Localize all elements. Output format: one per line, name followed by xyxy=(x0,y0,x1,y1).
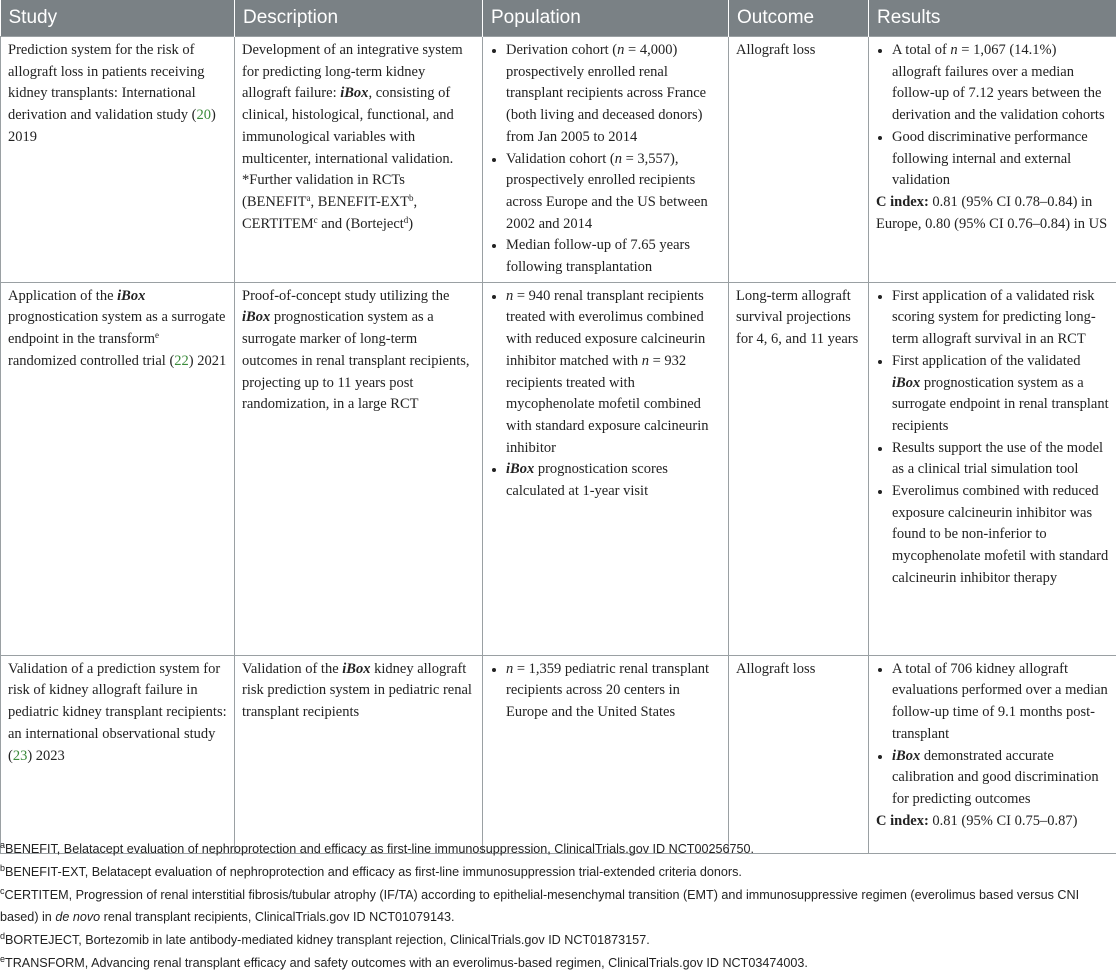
header-row xyxy=(1,0,1116,37)
results-cell xyxy=(869,282,1116,655)
study-cell: Validation of a prediction system for risk of kidney allograft failure in pediatric kidney transplant recipients: an international observational study (23) 2023 xyxy=(1,655,235,853)
footnote-b: $^b$BENEFIT-EXT, Belatacept evaluation of nephroprotection and efficacy as first-line immunosuppression trial-extended criteria donors. xyxy=(0,862,742,879)
outcome-cell: Allograft loss xyxy=(729,655,869,853)
citation-link[interactable]: 20 xyxy=(196,107,211,124)
list-item: • iBox demonstrated accurate calibration and good discrimination for predicting outcomes xyxy=(892,746,1109,811)
footnote-e: $^e$TRANSFORM, Advancing renal transplant efficacy and safety outcomes with an everolimus-based regimen, ClinicalTrials.gov ID NCT03474003. xyxy=(0,953,808,970)
outcome-cell: Allograft loss xyxy=(729,37,869,283)
study-cell: Prediction system for the risk of allograft loss in patients receiving kidney transplants: International derivation and validation study (20) 2019 xyxy=(1,37,235,283)
header-outcome: Outcome xyxy=(729,0,869,37)
header-population: Population xyxy=(483,0,729,37)
list-item: • Results support the use of the model as a clinical trial simulation tool xyxy=(892,438,1109,481)
description-cell: Development of an integrative system for predicting long-term kidney allograft failure: iBox, consisting of clinical, histological, functional, and immunological variables with multicenter, international validation. *Further validation in RCTs (BENEFIT$^a$, BENEFIT-EXT$^b$, CERTITEM$^c$ and (Borteject$^d$) xyxy=(235,37,483,283)
results-list xyxy=(876,286,1109,590)
list-item: • Good discriminative performance following internal and external validation xyxy=(892,127,1109,192)
header-description: Description xyxy=(235,0,483,37)
c-index-label: C index: xyxy=(876,812,929,829)
citation-link[interactable]: 22 xyxy=(174,352,189,369)
list-item: • Derivation cohort (n = 4,000) prospectively enrolled renal transplant recipients across France (both living and deceased donors) from Jan 2005 to 2014 xyxy=(506,40,721,149)
population-cell xyxy=(483,655,729,853)
results-list xyxy=(876,40,1109,192)
description-cell: Validation of the iBox kidney allograft risk prediction system in pediatric renal transplant recipients xyxy=(235,655,483,853)
results-cell: • A total of n = 1,067 (14.1%) allograft failures over a median follow-up of 7.12 years between the derivation and the validation cohorts • Good discriminative performance following internal and external validation C index: 0.81 (95% CI 0.78–0.84) in Europe, 0.80 (95% CI 0.76–0.84) in US xyxy=(869,37,1116,283)
results-list xyxy=(876,659,1109,811)
list-item: • n = 940 renal transplant recipients treated with everolimus combined with reduced exposure calcineurin inhibitor matched with n = 932 recipients treated with mycophenolate mofetil combined with standard exposure calcineurin inhibitor xyxy=(506,286,721,460)
table-row xyxy=(1,37,1116,283)
population-list xyxy=(490,286,721,503)
footnote-d: $^d$BORTEJECT, Bortezomib in late antibody-mediated kidney transplant rejection, ClinicalTrials.gov ID NCT01873157. xyxy=(0,931,650,948)
c-index-label: C index: xyxy=(876,193,929,210)
outcome-cell: Long-term allograft survival projections for 4, 6, and 11 years xyxy=(729,282,869,655)
results-cell: • A total of 706 kidney allograft evaluations performed over a median follow-up time of 9.1 months post-transplant • iBox demonstrated accurate calibration and good discrimination for predicting outcomes C index: 0.81 (95% CI 0.75–0.87) xyxy=(869,655,1116,853)
list-item: • Everolimus combined with reduced exposure calcineurin inhibitor was found to be non-inferior to mycophenolate mofetil with standard calcineurin inhibitor therapy xyxy=(892,481,1109,590)
population-list xyxy=(490,40,721,279)
table-row xyxy=(1,282,1116,655)
header-study: Study xyxy=(1,0,235,37)
population-cell xyxy=(483,282,729,655)
list-item: • iBox prognostication scores calculated at 1-year visit xyxy=(506,459,721,502)
citation-link[interactable]: 23 xyxy=(12,747,28,764)
list-item: • Validation cohort (n = 3,557), prospectively enrolled recipients across Europe and the US between 2002 and 2014 xyxy=(506,149,721,236)
population-list xyxy=(490,659,721,724)
footnote-a: $^a$BENEFIT, Belatacept evaluation of nephroprotection and efficacy as first-line immunosuppression, ClinicalTrials.gov ID NCT00256750. xyxy=(0,840,755,856)
footnote-c: $^c$CERTITEM, Progression of renal interstitial fibrosis/tubular atrophy (IF/TA) according to epithelial-mesenchymal transition (EMT) and immunosuppressive regimen (everolimus based versus CNI based) in de novo renal transplant recipients, ClinicalTrials.gov ID NCT01079143. xyxy=(0,885,1080,925)
list-item: • First application of a validated risk scoring system for predicting long-term allograft survival in an RCT xyxy=(892,286,1109,351)
list-item: • A total of 706 kidney allograft evaluations performed over a median follow-up time of 9.1 months post-transplant xyxy=(892,659,1109,746)
list-item: • First application of the validated iBox prognostication system as a surrogate endpoint in renal transplant recipients xyxy=(892,351,1109,438)
description-cell: Proof-of-concept study utilizing the iBox prognostication system as a surrogate marker of long-term outcomes in renal transplant recipients, projecting up to 11 years post randomization, in a large RCT xyxy=(235,282,483,655)
list-item: • A total of n = 1,067 (14.1%) allograft failures over a median follow-up of 7.12 years between the derivation and the validation cohorts xyxy=(892,40,1109,127)
footnotes xyxy=(0,838,1116,975)
study-cell: Application of the iBox prognostication system as a surrogate endpoint in the transform$^e$ randomized controlled trial (22) 2021 xyxy=(1,282,235,655)
header-results: Results xyxy=(869,0,1116,37)
list-item: • Median follow-up of 7.65 years following transplantation xyxy=(506,235,721,278)
list-item: • n = 1,359 pediatric renal transplant recipients across 20 centers in Europe and the United States xyxy=(506,659,721,724)
population-cell xyxy=(483,37,729,283)
table-row xyxy=(1,655,1116,853)
